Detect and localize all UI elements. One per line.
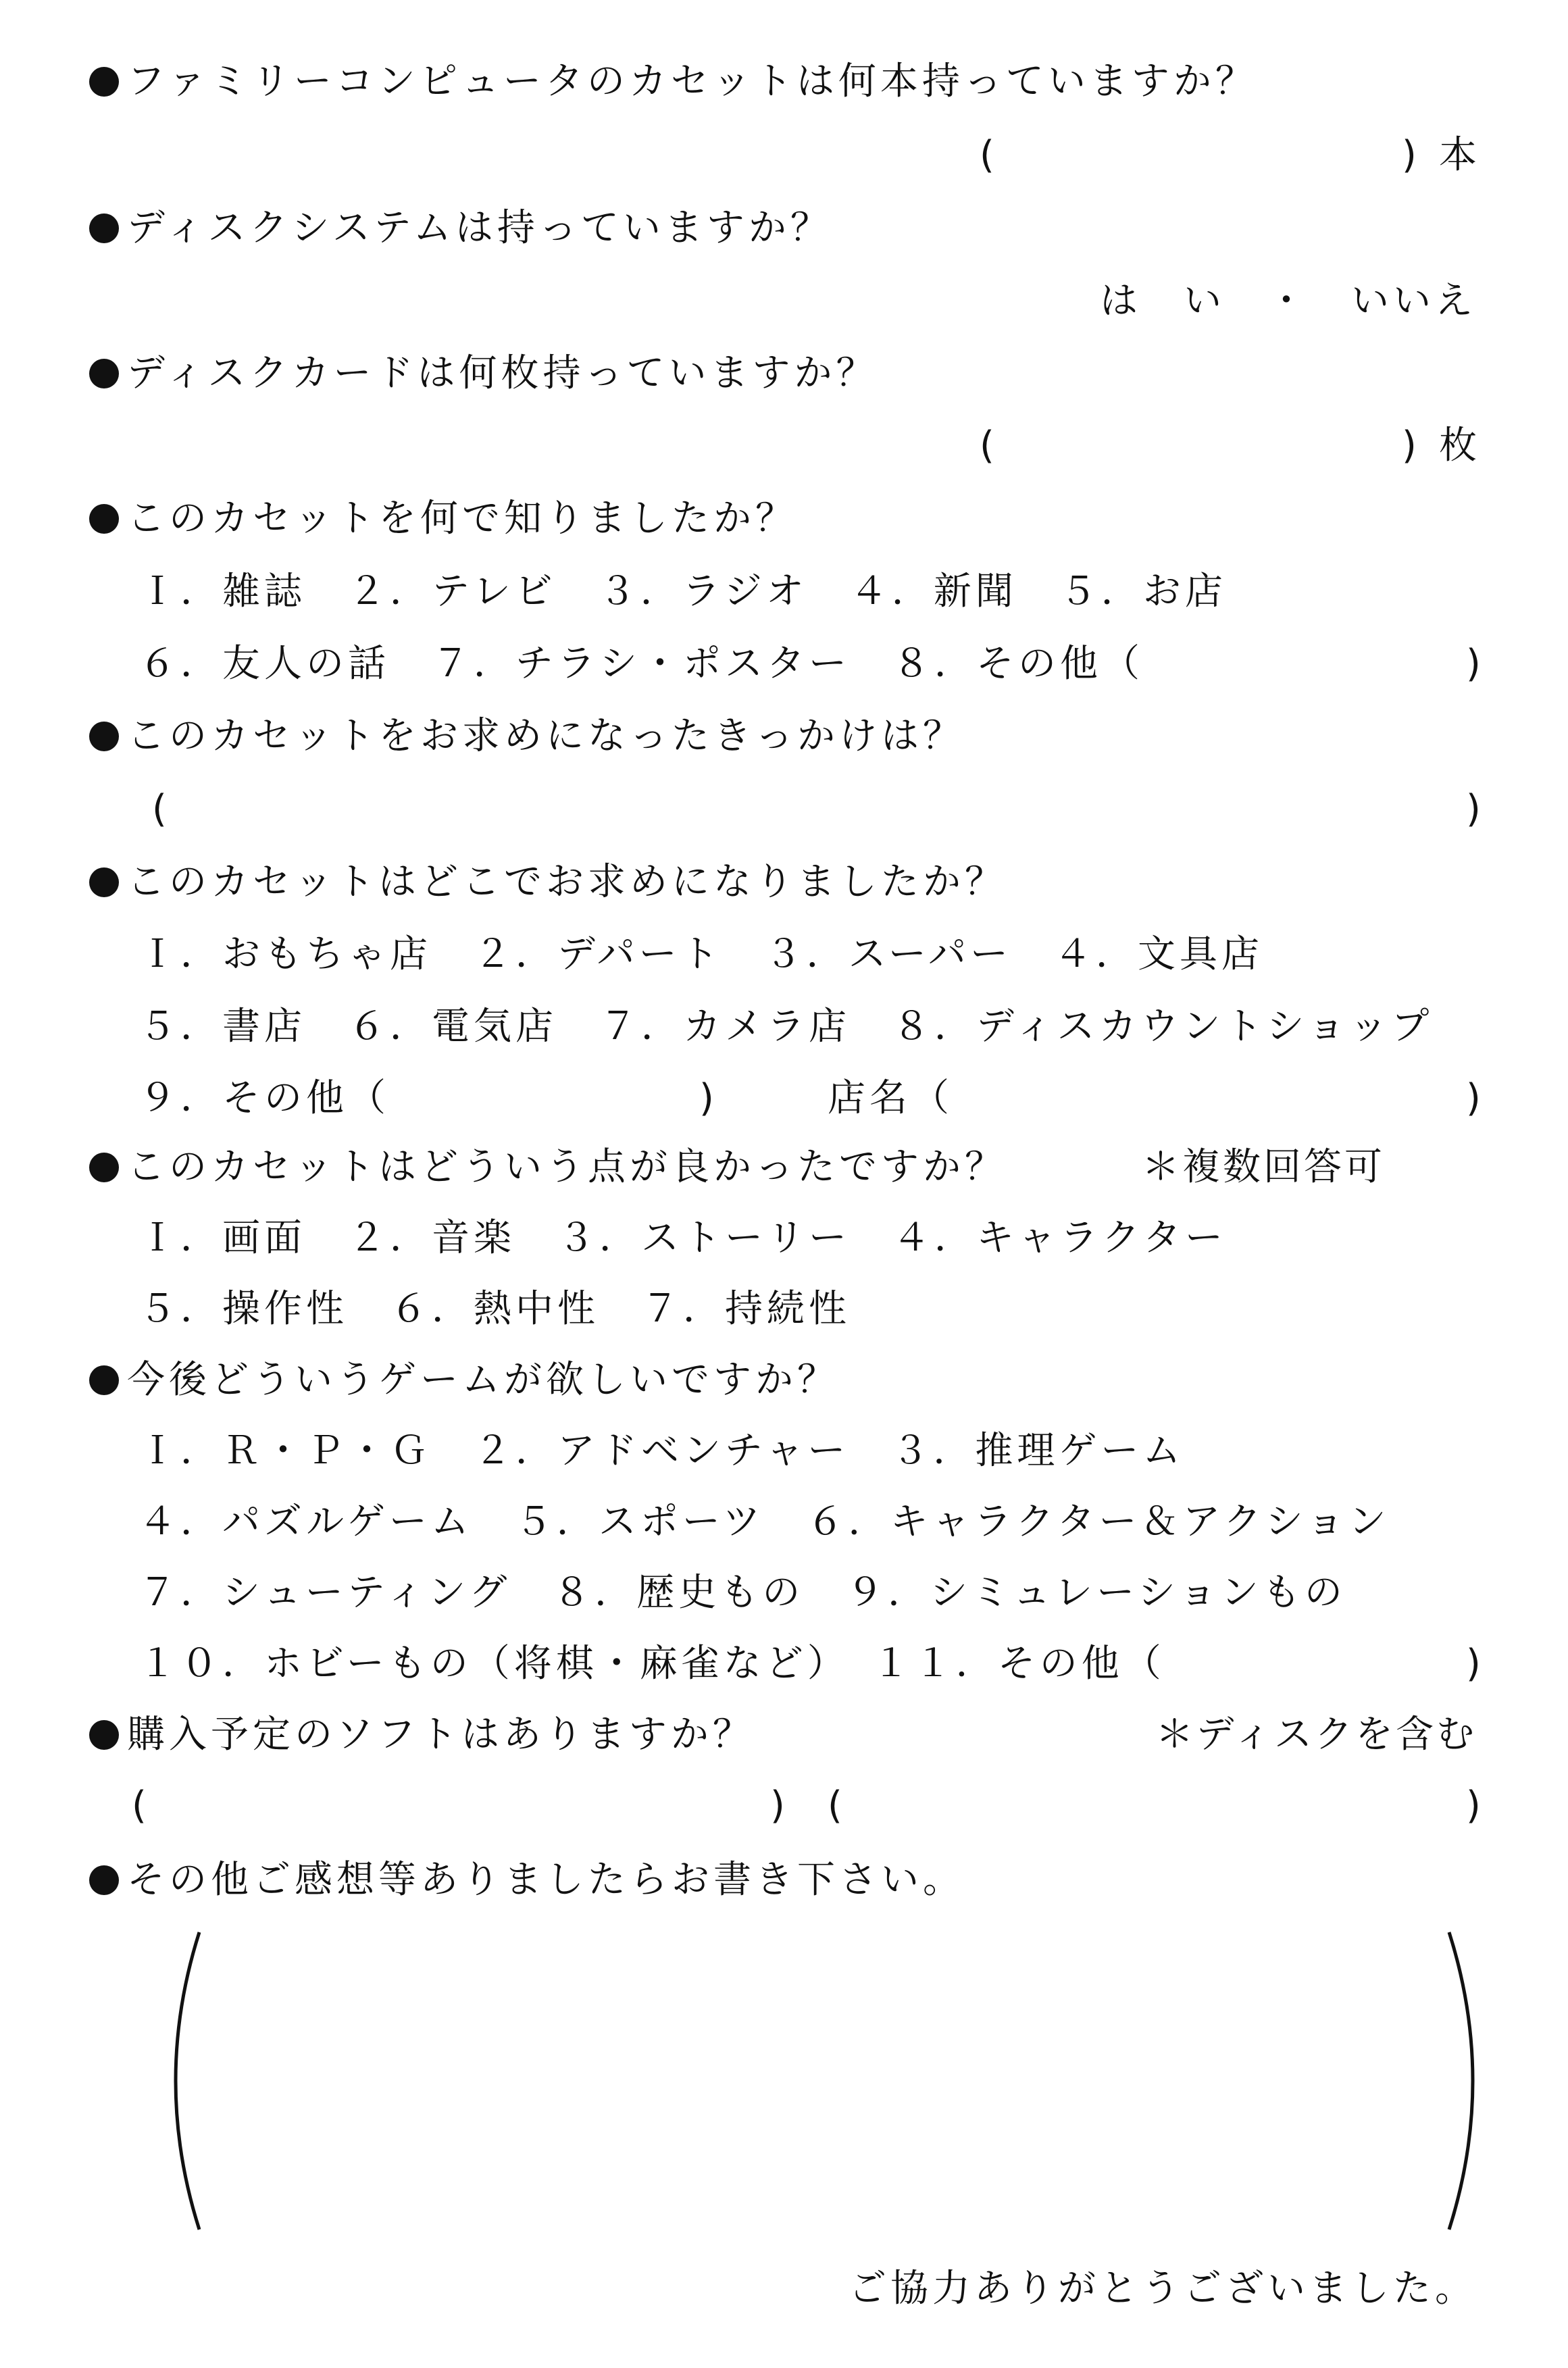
question-how-learned <box>89 497 797 540</box>
question-disk-system <box>89 206 832 250</box>
multiple-answers-note: ＊複数回答可 <box>1142 1145 1385 1189</box>
question-disk-card-count <box>89 351 878 395</box>
question-text: このカセットをお求めになったきっかけは？ <box>127 714 965 758</box>
question-purchase-reason <box>89 714 965 758</box>
question-good-points <box>89 1145 1007 1189</box>
planned-software-field-1[interactable] <box>149 1782 757 1825</box>
options-row[interactable]: ７．シューティング ８．歴史もの ９．シミュレーションもの <box>138 1571 1346 1615</box>
includes-disk-note: ＊ディスクを含む <box>1155 1713 1477 1757</box>
options-row[interactable]: ６．友人の話 ７．チラシ・ポスター ８．その他（ <box>138 642 1144 686</box>
yes-no-choice[interactable]: は い ・ いいえ <box>1100 279 1477 323</box>
options-row[interactable]: ４．パズルゲーム ５．スポーツ ６．キャラクター＆アクション <box>138 1500 1390 1544</box>
question-where-bought <box>89 860 1007 904</box>
unit-label: 枚 <box>1439 424 1481 468</box>
question-text: 購入予定のソフトはありますか？ <box>127 1713 755 1757</box>
options-row[interactable]: ５．書店 ６．電気店 ７．カメラ店 ８．ディスカウントショップ <box>138 1005 1434 1049</box>
bullet-icon <box>89 67 119 97</box>
question-text: ファミリーコンピュータのカセットは何本持っていますか？ <box>127 59 1257 103</box>
question-text: このカセットはどういう点が良かったですか？ <box>127 1145 1007 1189</box>
question-text: このカセットはどこでお求めになりましたか？ <box>127 860 1007 904</box>
question-desired-games <box>89 1358 839 1402</box>
bullet-icon <box>89 1153 119 1182</box>
close-paren: ) <box>1466 1784 1481 1828</box>
thank-you-message: ご協力ありがとうございました。 <box>849 2267 1477 2311</box>
question-text: 今後どういうゲームが欲しいですか？ <box>127 1358 839 1402</box>
unit-label: 本 <box>1439 133 1481 177</box>
bullet-icon <box>89 1365 119 1395</box>
other-option[interactable]: ９．その他（ <box>138 1076 390 1120</box>
bullet-icon <box>89 1865 119 1895</box>
options-row[interactable]: ５．操作性 ６．熱中性 ７．持続性 <box>138 1287 851 1331</box>
open-paren: ( <box>132 1784 147 1828</box>
options-row[interactable]: Ｉ．Ｒ・Ｐ・Ｇ ２．アドベンチャー ３．推理ゲーム <box>138 1429 1185 1473</box>
planned-software-field-2[interactable] <box>844 1782 1452 1825</box>
question-planned-purchase <box>89 1713 755 1757</box>
bullet-icon <box>89 1720 119 1750</box>
close-paren: ) <box>1466 787 1481 831</box>
store-name-field[interactable] <box>959 1074 1452 1117</box>
purchase-reason-field[interactable] <box>169 785 1452 828</box>
store-name-label: 店名（ <box>828 1076 953 1120</box>
comment-close-bracket <box>1425 1925 1507 2236</box>
comments-field[interactable] <box>223 1939 1439 2223</box>
bullet-icon <box>89 722 119 751</box>
question-text: ディスクカードは何枚持っていますか？ <box>127 351 878 395</box>
options-row[interactable]: Ｉ．画面 ２．音楽 ３．ストーリー ４．キャラクター <box>138 1216 1227 1260</box>
close-paren: ) <box>1466 1642 1481 1686</box>
cartridge-count-field[interactable] <box>993 132 1371 175</box>
close-paren: ) <box>1402 133 1417 177</box>
close-paren: ) <box>770 1784 785 1828</box>
options-row[interactable]: １０．ホビーもの（将棋・麻雀など） １１．その他（ <box>138 1642 1165 1686</box>
open-paren: ( <box>980 424 994 468</box>
close-paren: ) <box>1466 1076 1481 1120</box>
bullet-icon <box>89 359 119 388</box>
open-paren: ( <box>980 133 994 177</box>
bullet-icon <box>89 213 119 243</box>
disk-card-count-field[interactable] <box>993 422 1371 465</box>
options-row[interactable]: Ｉ．おもちゃ店 ２．デパート ３．スーパー ４．文具店 <box>138 932 1264 976</box>
question-cartridge-count <box>89 59 1257 103</box>
close-paren: ) <box>699 1076 714 1120</box>
options-row[interactable]: Ｉ．雑誌 ２．テレビ ３．ラジオ ４．新聞 ５．お店 <box>138 570 1227 613</box>
bullet-icon <box>89 504 119 534</box>
comment-open-bracket <box>142 1925 223 2236</box>
close-paren: ) <box>1402 424 1417 468</box>
question-text: このカセットを何で知りましたか？ <box>127 497 797 540</box>
bullet-icon <box>89 867 119 897</box>
question-comments <box>89 1858 965 1902</box>
open-paren: ( <box>152 787 167 831</box>
question-text: ディスクシステムは持っていますか？ <box>127 206 832 250</box>
question-text: その他ご感想等ありましたらお書き下さい。 <box>127 1858 965 1902</box>
open-paren: ( <box>828 1784 842 1828</box>
close-paren: ) <box>1466 642 1481 686</box>
